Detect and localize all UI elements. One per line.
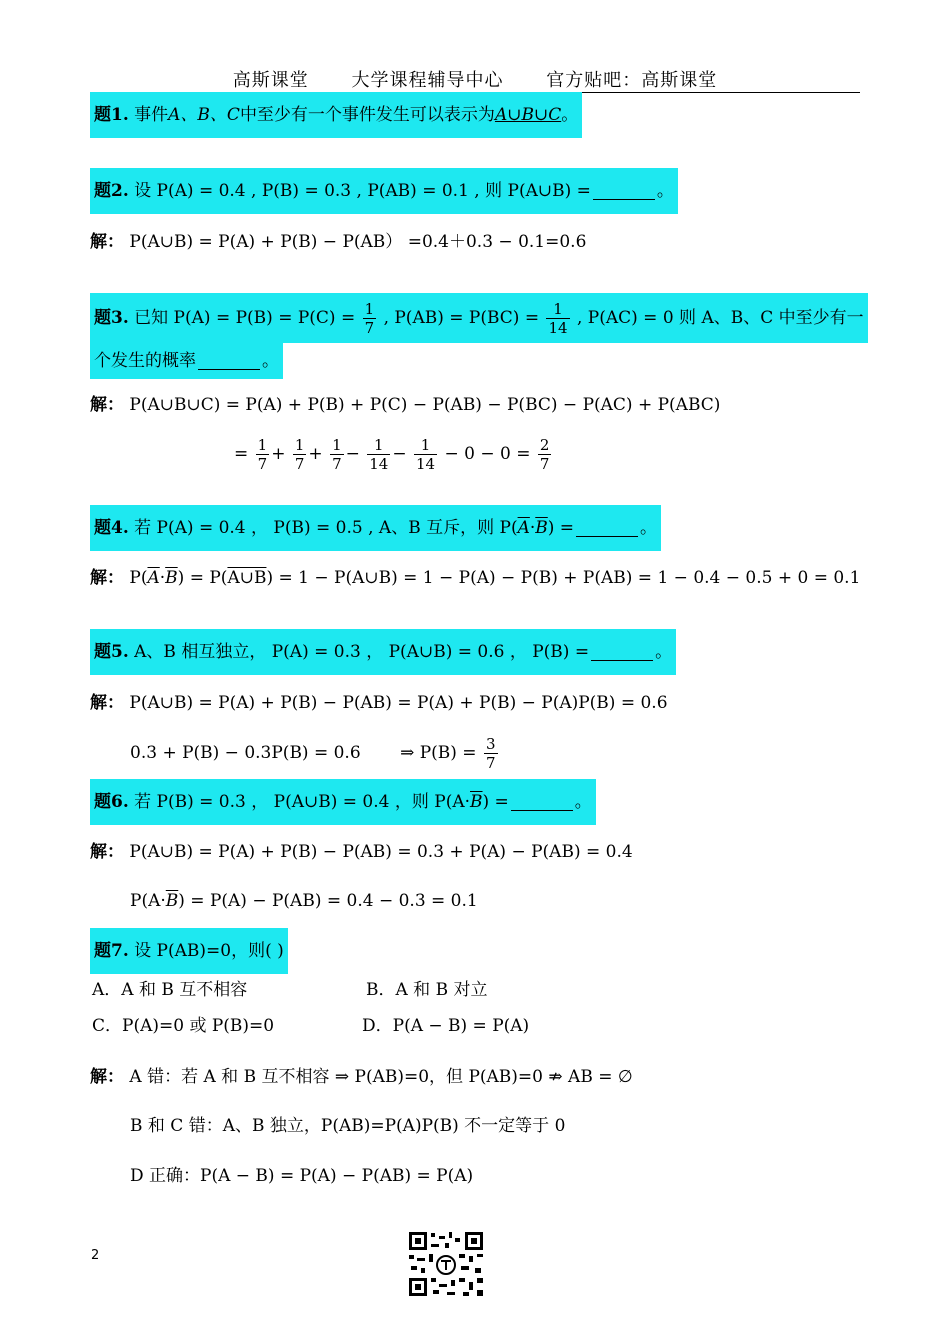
q4-label: 题4. [94, 518, 129, 538]
q3-end: 。 [262, 351, 279, 371]
q5-label: 题5. [94, 642, 129, 662]
s4-dot: · [159, 568, 166, 588]
s6-bar-b: $\overline{B}$ [165, 891, 179, 911]
s3-mid: − 0 − 0 = [444, 444, 531, 464]
q6-bar-b: $\overline{B}$ [470, 792, 483, 812]
s3-d6: 7 [539, 455, 550, 473]
s2-text: P(A∪B) = P(A) + P(B) − P(AB） =0.4＋0.3 − 0.1=0.6 [129, 232, 587, 252]
question-6 [90, 779, 596, 825]
q4-dot: · [529, 518, 536, 538]
solution-6 [90, 837, 633, 867]
s3-n4: 1 [367, 436, 390, 455]
s3-frac-4 [367, 436, 390, 473]
s3-line1: P(A∪B∪C) = P(A) + P(B) + P(C) − P(AB) − P(BC) − P(AC) + P(ABC) [129, 395, 721, 415]
s4-p2: ) = P( [177, 568, 228, 588]
s6-line1: P(A∪B) = P(A) + P(B) − P(AB) = 0.3 + P(A) − P(AB) = 0.4 [129, 842, 633, 862]
q4-end: 。 [640, 518, 658, 538]
q1-text: 事件 [134, 105, 169, 125]
s7-line1: A 错：若 A 和 B 互不相容 ⇒ P(AB)=0，但 P(AB)=0 ⇏ AB = ∅ [129, 1067, 633, 1087]
solution-7 [90, 1062, 633, 1092]
s7-label: 解： [90, 1067, 124, 1087]
header-brand: 高斯课堂 [232, 70, 309, 91]
solution-3 [90, 390, 720, 420]
s6-pre: P(A· [130, 891, 166, 911]
q3-f1-num: 1 [364, 300, 375, 318]
option-b: B．A 和 B 对立 [366, 980, 488, 1000]
q1-end: 。 [561, 105, 579, 125]
question-3 [90, 293, 868, 343]
s3-frac-1 [256, 436, 270, 473]
question-2 [90, 168, 678, 214]
s4-bar-a: $\overline{A}$ [147, 568, 160, 588]
s5-line1: P(A∪B) = P(A) + P(B) − P(AB) = P(A) + P(B) − P(A)P(B) = 0.6 [129, 693, 668, 713]
q3-frac-2 [546, 300, 569, 337]
s4-bar-aub: A∪B [227, 568, 267, 588]
solution-2 [90, 227, 586, 257]
q6-end: 。 [574, 792, 592, 812]
qr-code-icon [403, 1228, 489, 1300]
q5-end: 。 [655, 642, 673, 662]
s5-label: 解： [90, 693, 124, 713]
q3-f2-den: 14 [548, 319, 568, 337]
solution-5-line-2 [130, 732, 500, 774]
question-7 [90, 928, 288, 974]
q3-mid: , P(AB) = P(BC) = [383, 308, 540, 328]
q3-post: , P(AC) = 0 则 A、B、C 中至少有一 [576, 308, 864, 328]
s5-den: 7 [485, 754, 496, 772]
q5-text: A、B 相互独立， P(A) = 0.3 ， P(A∪B) = 0.6 ， P(B) = [134, 642, 590, 662]
s3-d1: 7 [257, 455, 268, 473]
s3-frac-5 [414, 436, 437, 473]
question-1 [90, 92, 582, 138]
q4-text: 若 P(A) = 0.4 ， P(B) = 0.5 , A、B 互斥，则 P( [134, 518, 518, 538]
question-3-line-2 [90, 343, 283, 379]
q3-frac-1 [363, 300, 377, 337]
s3-d5: 14 [416, 455, 436, 473]
q7-label: 题7. [94, 941, 129, 961]
solution-5 [90, 688, 668, 718]
q4-close: ) = [547, 518, 575, 538]
s5-num: 3 [485, 735, 496, 753]
q3-blank [198, 349, 260, 370]
q6-label: 题6. [94, 792, 129, 812]
q3-label: 题3. [94, 308, 129, 328]
s4-label: 解： [90, 568, 124, 588]
solution-7-line-3: D 正确：P(A − B) = P(A) − P(AB) = P(A) [130, 1166, 474, 1186]
q6-blank [511, 790, 573, 811]
solution-3-line-2: = $\frac{1}{7}$ + $\frac{1}{7}$ + $\frac{1}{7}$ − $\frac{1}{14}$ − $\frac{1}{14}$ − 0 − 0 = $\frac{2}{7}$ [234, 436, 550, 473]
solution-4 [90, 563, 860, 593]
s3-frac-3 [330, 436, 344, 473]
q4-bar-b: $\overline{B}$ [535, 518, 548, 538]
s3-d2: 7 [294, 455, 305, 473]
q2-blank [593, 179, 655, 200]
q1-answer: A∪B∪C [494, 105, 562, 125]
s3-n3: 1 [332, 436, 342, 454]
option-a: A．A 和 B 互不相容 [92, 980, 248, 1000]
q3-f1-den: 7 [364, 319, 375, 337]
q1-mid: 中至少有一个事件发生可以表示为 [239, 105, 495, 125]
s2-label: 解： [90, 232, 124, 252]
option-c: C．P(A)=0 或 P(B)=0 [92, 1016, 275, 1036]
s6-post: ) = P(A) − P(AB) = 0.4 − 0.3 = 0.1 [178, 891, 478, 911]
q2-end: 。 [656, 181, 674, 201]
q4-blank [576, 516, 638, 537]
header-subtitle: 大学课程辅导中心 [351, 70, 504, 91]
s6-label: 解： [90, 842, 124, 862]
q6-close: ) = [482, 792, 509, 812]
s4-rest: ) = 1 − P(A∪B) = 1 − P(A) − P(B) + P(AB) = 1 − 0.4 − 0.5 + 0 = 0.1 [266, 568, 861, 588]
s3-frac-6 [538, 436, 552, 473]
q1-vars: A、B、C [168, 105, 240, 125]
q6-text: 若 P(B) = 0.3 ， P(A∪B) = 0.4 ，则 P(A· [134, 792, 471, 812]
q3-f2-num: 1 [546, 300, 569, 319]
q4-bar-a: $\overline{A}$ [517, 518, 530, 538]
s3-n5: 1 [414, 436, 437, 455]
s3-n1: 1 [257, 436, 268, 454]
q3-pre: 已知 P(A) = P(B) = P(C) = [134, 308, 356, 328]
q7-text: 设 P(AB)=0，则( ) [134, 941, 284, 961]
option-d: D．P(A − B) = P(A) [362, 1016, 530, 1036]
q5-blank [591, 640, 653, 661]
q2-text: 设 P(A) = 0.4 , P(B) = 0.3 , P(AB) = 0.1 , 则 P(A∪B) = [134, 181, 591, 201]
solution-7-line-2: B 和 C 错：A、B 独立，P(AB)=P(A)P(B) 不一定等于 0 [130, 1116, 566, 1136]
s3-d4: 14 [369, 455, 389, 473]
s5-frac [484, 735, 498, 772]
question-5 [90, 629, 676, 675]
q3-line2: 个发生的概率 [94, 351, 196, 371]
s4-bar-b: $\overline{B}$ [165, 568, 178, 588]
q1-label: 题1. [94, 105, 129, 125]
s3-n6: 2 [539, 436, 550, 454]
s3-frac-2 [293, 436, 307, 473]
question-4 [90, 505, 661, 551]
page-header [90, 66, 860, 93]
s5-arrow: ⇒ P(B) = [400, 743, 477, 763]
q2-label: 题2. [94, 181, 129, 201]
s3-n2: 1 [294, 436, 305, 454]
s3-label: 解： [90, 395, 124, 415]
s4-p1: P( [129, 568, 148, 588]
s3-eq: = [234, 444, 249, 464]
solution-6-line-2 [130, 886, 478, 916]
s5-line2: 0.3 + P(B) − 0.3P(B) = 0.6 [130, 743, 361, 763]
s3-d3: 7 [332, 455, 342, 473]
page-number: 2 [91, 1248, 100, 1263]
header-forum: 官方贴吧：高斯课堂 [546, 70, 718, 91]
